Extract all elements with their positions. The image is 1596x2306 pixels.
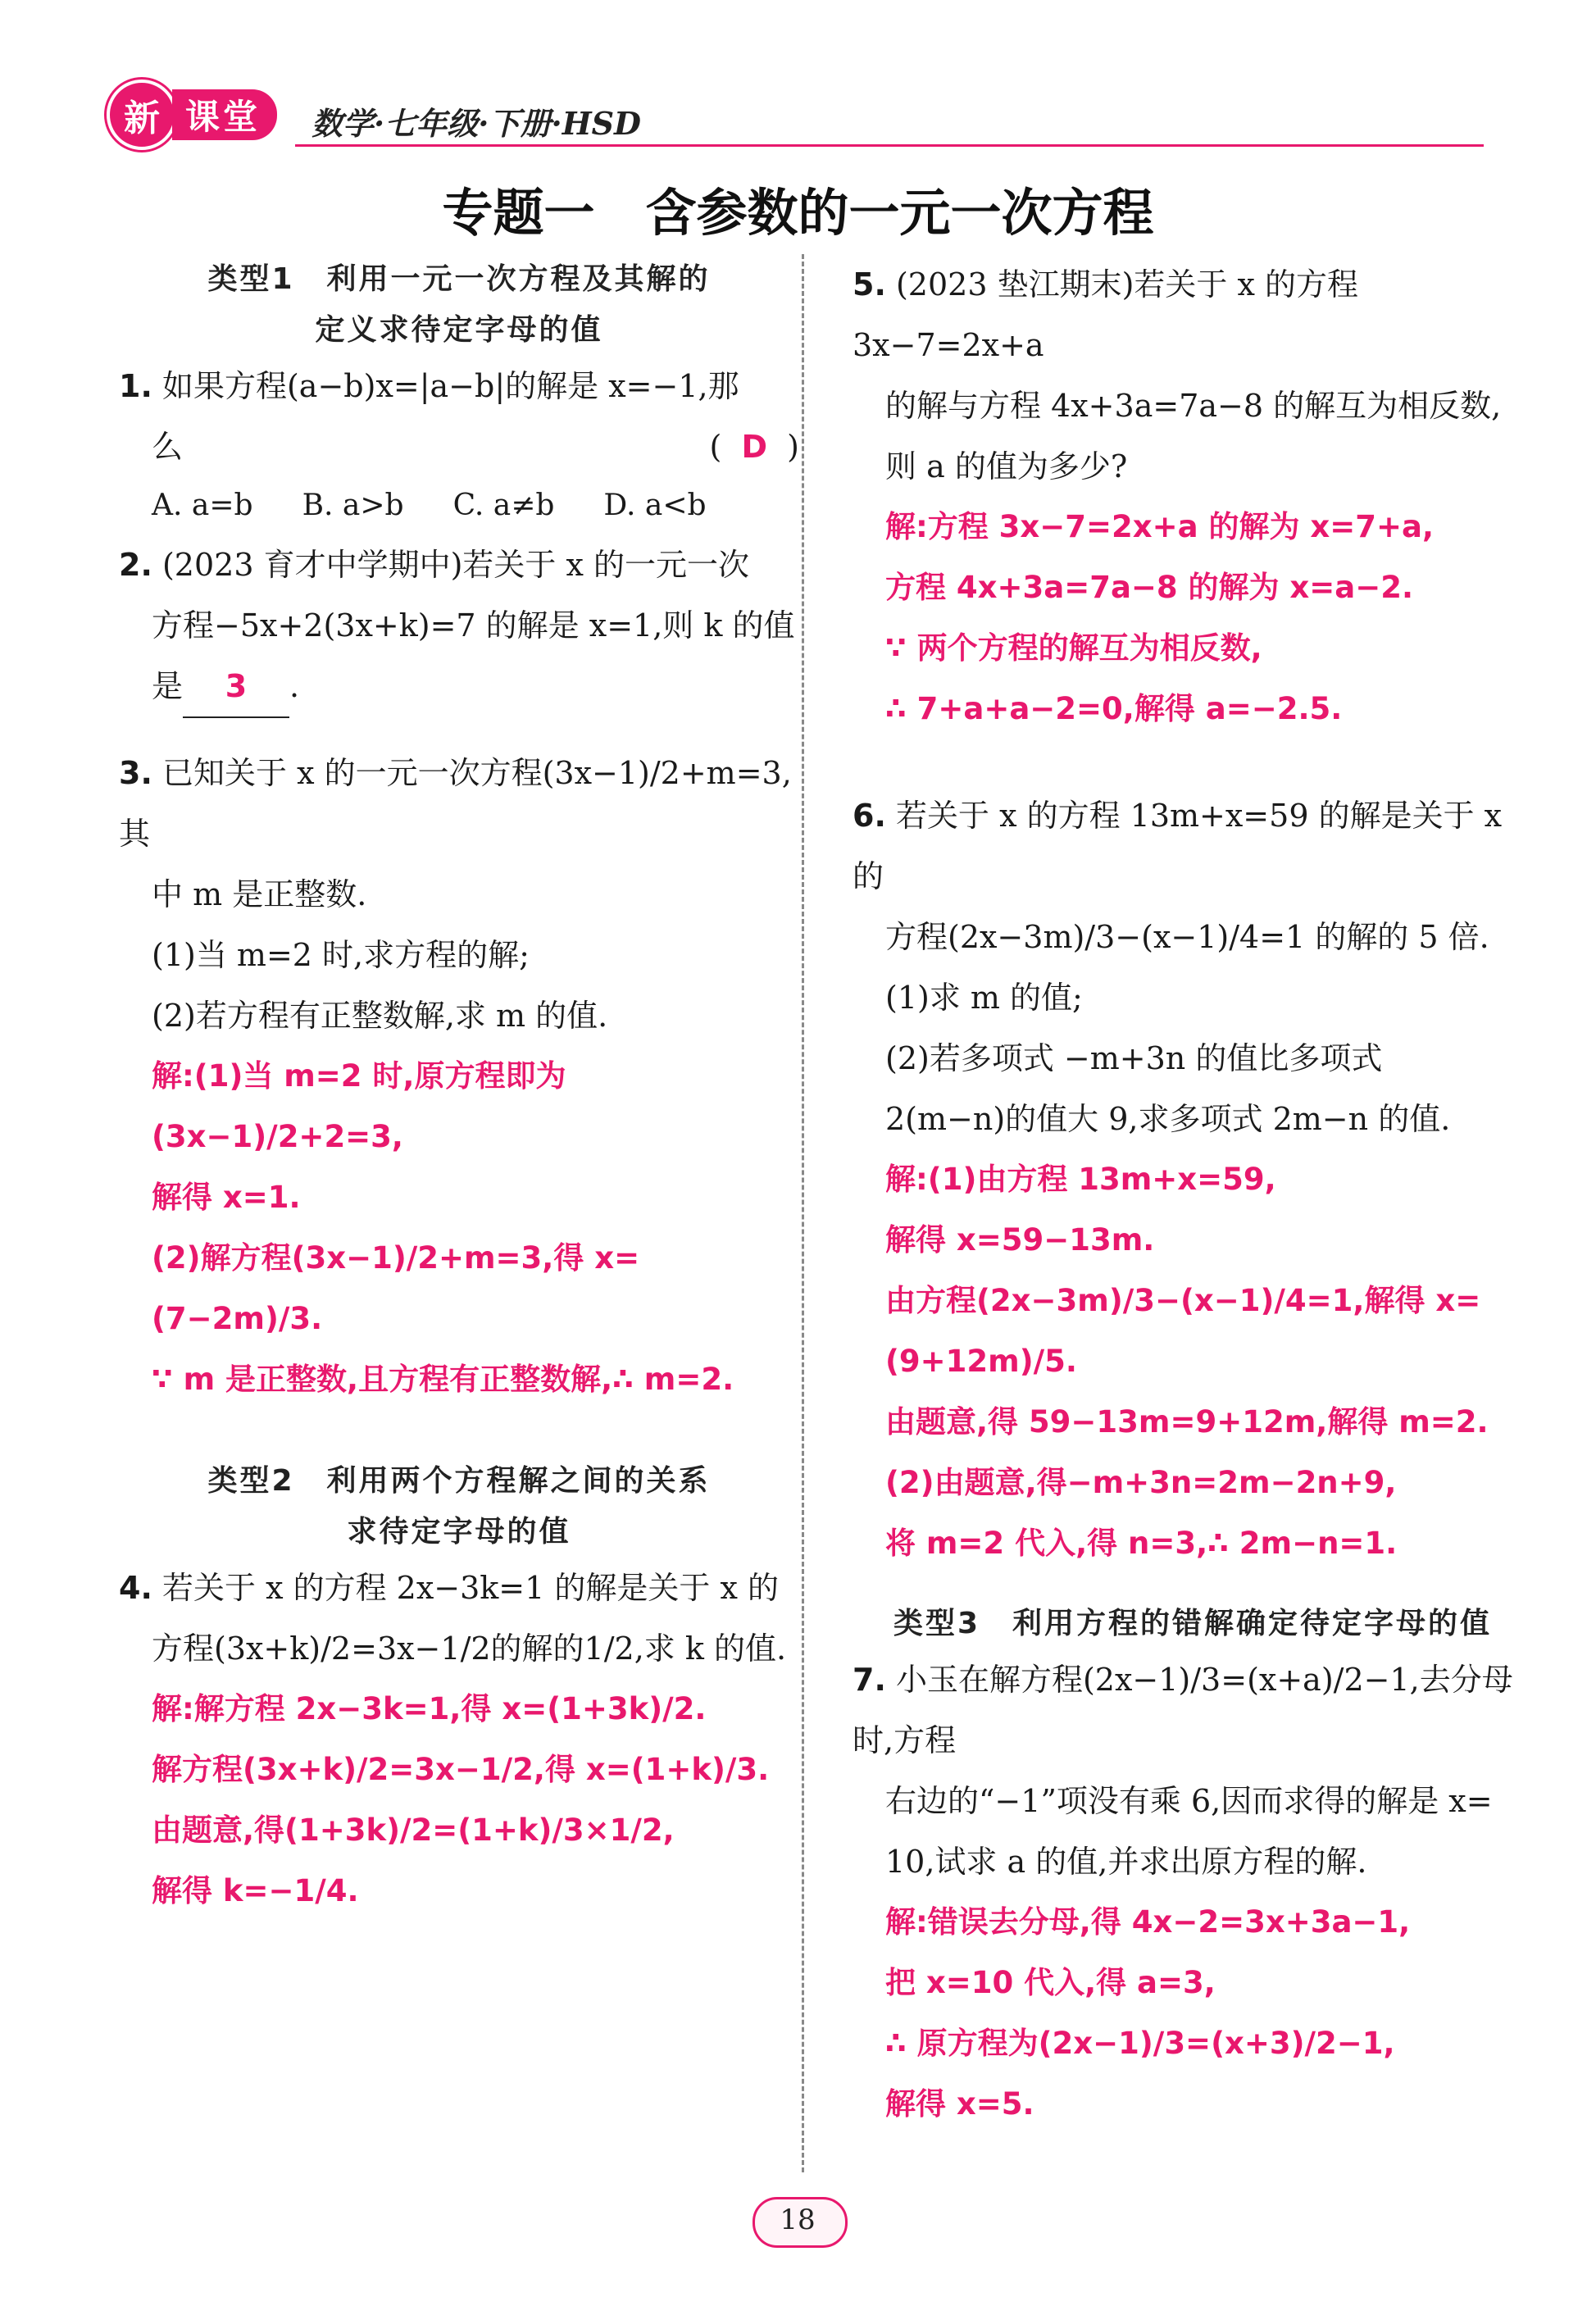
question-number: 7. (853, 1662, 886, 1698)
header-rule (295, 144, 1484, 147)
question-3 (119, 743, 799, 864)
question-text: 的解与方程 4x+3a=7a−8 的解互为相反数, (885, 388, 1502, 424)
solution-line: (2)解方程(3x−1)/2+m=3,得 x=(7−2m)/3. (152, 1240, 640, 1336)
solution-line: 解得 x=5. (885, 2086, 1034, 2122)
question-text: 方程(3x+k)/2=3x−1/2的解的1/2,求 k 的值. (152, 1631, 787, 1667)
type3-heading: 类型3 利用方程的错解确定待定字母的值 (893, 1607, 1493, 1640)
page-footer (753, 2197, 843, 2246)
question-number: 1. (119, 368, 152, 404)
page-number: 18 (780, 2204, 816, 2236)
spacer (853, 1574, 1533, 1599)
question-5 (853, 254, 1533, 375)
solution-line: ∴ 7+a+a−2=0,解得 a=−2.5. (885, 691, 1343, 726)
solution-line: 解得 k=−1/4. (152, 1873, 359, 1908)
solution-line: 由题意,得 59−13m=9+12m,解得 m=2. (885, 1404, 1489, 1440)
question-number: 5. (853, 266, 886, 302)
solution-line: 解:解方程 2x−3k=1,得 x=(1+3k)/2. (152, 1691, 707, 1726)
page-title: 专题一 含参数的一元一次方程 (442, 183, 1154, 243)
option-b: B. a>b (302, 489, 404, 522)
question-text: 则 a 的值为多少? (885, 448, 1128, 484)
question-text: (1)当 m=2 时,求方程的解; (152, 937, 530, 973)
book-subtitle: 数学·七年级·下册·HSD (311, 105, 641, 142)
question-4 (119, 1558, 799, 1618)
solution-line: 解方程(3x+k)/2=3x−1/2,得 x=(1+k)/3. (152, 1752, 770, 1787)
question-text: 方程(2x−3m)/3−(x−1)/4=1 的解的 5 倍. (885, 919, 1489, 955)
option-a: A. a=b (152, 489, 253, 522)
question-text: (2)若方程有正整数解,求 m 的值. (152, 998, 608, 1034)
question-text: 么 (152, 429, 184, 465)
question-text: 方程−5x+2(3x+k)=7 的解是 x=1,则 k 的值 (152, 607, 795, 644)
question-text: 是 (152, 668, 184, 704)
type1-heading-cont: 定义求待定字母的值 (315, 313, 603, 347)
solution-line: 由题意,得(1+3k)/2=(1+k)/3×1/2, (152, 1813, 675, 1848)
solution-line: ∴ 原方程为(2x−1)/3=(x+3)/2−1, (885, 2026, 1395, 2061)
option-c: C. a≠b (452, 489, 555, 522)
solution-line: (2)由题意,得−m+3n=2m−2n+9, (885, 1465, 1397, 1500)
solution-line: 将 m=2 代入,得 n=3,∴ 2m−n=1. (885, 1526, 1398, 1561)
question-text: 中 m 是正整数. (152, 876, 367, 912)
solution-line: 解得 x=1. (152, 1180, 301, 1215)
option-d: D. a<b (603, 489, 707, 522)
question-text: 如果方程(a−b)x=|a−b|的解是 x=−1,那 (161, 368, 739, 404)
question-text: 若关于 x 的方程 2x−3k=1 的解是关于 x 的 (161, 1570, 779, 1606)
logo-badge: 新 (107, 80, 177, 150)
type2-heading: 类型2 利用两个方程解之间的关系 (207, 1464, 711, 1498)
solution-line: 把 x=10 代入,得 a=3, (885, 1965, 1216, 2000)
series-logo (107, 82, 277, 148)
question-text: 10,试求 a 的值,并求出原方程的解. (885, 1844, 1367, 1880)
logo-text: 课堂 (172, 89, 277, 140)
question-number: 3. (119, 755, 152, 791)
left-column (119, 254, 799, 1922)
question-text: 小玉在解方程(2x−1)/3=(x+a)/2−1,去分母时,方程 (853, 1662, 1513, 1758)
paren-open: ( (709, 429, 722, 465)
type2-heading-cont: 求待定字母的值 (347, 1515, 571, 1549)
question-2 (119, 534, 799, 595)
question-2-blank-line (119, 656, 799, 718)
solution-line: 解:方程 3x−7=2x+a 的解为 x=7+a, (885, 509, 1435, 544)
question-text: (1)求 m 的值; (885, 980, 1083, 1016)
question-1 (119, 356, 799, 416)
paren-close: ) (787, 429, 799, 465)
page-header (107, 82, 1484, 156)
options-row (119, 477, 799, 534)
question-text: (2)若多项式 −m+3n 的值比多项式 (885, 1040, 1383, 1076)
question-text: 右边的“−1”项没有乘 6,因而求得的解是 x= (885, 1783, 1493, 1819)
question-text: (2023 育才中学期中)若关于 x 的一元一次 (161, 547, 750, 583)
spacer (119, 1410, 799, 1456)
right-column (853, 254, 1533, 2135)
question-number: 6. (853, 798, 886, 834)
solution-line: 解:(1)当 m=2 时,原方程即为(3x−1)/2+2=3, (152, 1058, 566, 1154)
question-number: 4. (119, 1570, 152, 1606)
question-1-cont (119, 416, 799, 477)
solution-line: ∵ m 是正整数,且方程有正整数解,∴ m=2. (152, 1362, 734, 1397)
answer-choice: D (741, 429, 767, 465)
type1-heading: 类型1 利用一元一次方程及其解的 (207, 262, 711, 296)
question-text: . (289, 668, 300, 704)
question-text: (2023 垫江期末)若关于 x 的方程 3x−7=2x+a (853, 266, 1359, 363)
question-7 (853, 1649, 1533, 1771)
solution-line: 解:(1)由方程 13m+x=59, (885, 1162, 1276, 1197)
question-number: 2. (119, 547, 152, 583)
answer-blank: 3 (183, 656, 289, 718)
spacer (119, 718, 799, 743)
question-text: 已知关于 x 的一元一次方程(3x−1)/2+m=3,其 (119, 755, 792, 852)
solution-line: 解得 x=59−13m. (885, 1222, 1155, 1258)
question-text: 若关于 x 的方程 13m+x=59 的解是关于 x 的 (853, 798, 1503, 894)
solution-line: 由方程(2x−3m)/3−(x−1)/4=1,解得 x=(9+12m)/5. (885, 1283, 1481, 1379)
solution-line: 解:错误去分母,得 4x−2=3x+3a−1, (885, 1904, 1411, 1940)
solution-line: ∵ 两个方程的解互为相反数, (885, 630, 1262, 666)
question-6 (853, 785, 1533, 907)
choice-bracket (709, 416, 799, 477)
spacer (853, 739, 1533, 785)
solution-line: 方程 4x+3a=7a−8 的解为 x=a−2. (885, 570, 1414, 605)
question-text: 2(m−n)的值大 9,求多项式 2m−n 的值. (885, 1101, 1451, 1137)
column-divider (802, 254, 804, 2172)
